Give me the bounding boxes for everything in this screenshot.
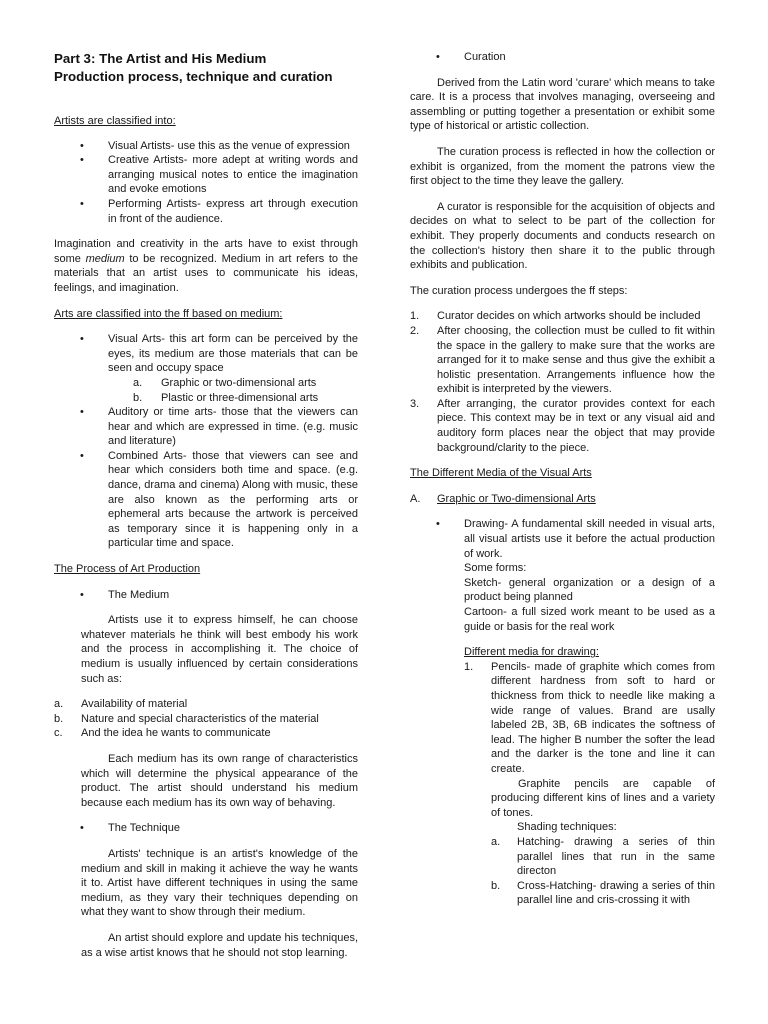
medium-bullet: • The Medium <box>80 588 170 601</box>
document-title <box>54 50 358 86</box>
list-item: • Performing Artists- express art through execution in front of the audience. <box>80 197 358 225</box>
bullet-icon: • <box>80 197 84 210</box>
technique-bullet: • The Technique <box>80 822 180 835</box>
list-item: • Visual Artists- use this as the venue of expression <box>80 139 350 152</box>
graphic-arts-heading: A. Graphic or Two-dimensional Arts <box>410 492 596 505</box>
bullet-icon: • <box>436 518 440 531</box>
bullet-icon: • <box>80 822 84 835</box>
curation-paragraph-3: A curator is responsible for the acquisition of objects and decides on what to select to be part of the collection for exhibit. They properly documents and conducts research on the collection's history then share it to the public through exhibits and publication. <box>410 200 715 272</box>
list-item: a. Availability of material <box>54 698 188 711</box>
curation-paragraph-1: Derived from the Latin word 'curare' which means to take care. It is a process that involves managing, overseeing and assembling or putting together a presentation or exhibit some type of historical or artistic collection. <box>410 76 715 133</box>
bullet-icon: • <box>80 139 84 152</box>
list-item: • Creative Artists- more adept at writing words and arranging musical notes to entice the imagination and evoke emotions <box>80 154 358 196</box>
drawing-section <box>410 517 715 634</box>
list-item: b. Nature and special characteristics of the material <box>54 712 319 725</box>
title-line-2: Production process, technique and curation <box>54 69 333 84</box>
medium-paragraph: Artists use it to express himself, he can choose whatever materials he think will best embody his work and the process in accomplishing it. The choice of medium is usually influenced by certain considerations such as: <box>81 614 358 685</box>
right-column <box>410 50 715 908</box>
cartoon-definition: Cartoon- a full sized work meant to be used as a guide or basis for the real work <box>464 606 715 633</box>
list-item: b. Plastic or three-dimensional arts <box>133 391 319 404</box>
list-item: c. And the idea he wants to communicate <box>54 727 271 740</box>
bullet-icon: • <box>80 154 84 167</box>
bullet-icon: • <box>80 588 84 601</box>
drawing-paragraph: • Drawing- A fundamental skill needed in visual arts, all visual artists use it before the actual production of work. <box>436 518 715 560</box>
shading-label: Shading techniques: <box>517 821 617 834</box>
left-column <box>54 50 358 960</box>
list-item: 2. After choosing, the collection must be culled to fit within the space in the gallery to make sure that the works are arranged for it to make sense and thus give the exhibit a holistic presentation. Arrangements influence how the exhibit is interpreted by the viewers. <box>410 324 715 396</box>
list-item: • Auditory or time arts- those that the viewers can hear and which are expressed in time. (e.g. music and literature) <box>80 406 358 448</box>
sketch-definition: Sketch- general organization or a design of a product being planned <box>464 576 715 604</box>
curation-paragraph-2: The curation process is reflected in how the collection or exhibit is organized, from the moment the patrons view the first object to the time they leave the gallery. <box>410 145 715 188</box>
technique-paragraph: Artists' technique is an artist's knowledge of the medium and skill in making it achieve the way he wants it to. Artist have different techniques in using the same medium, as they vary their techniques depending on what they want to show through their medium. <box>81 847 358 919</box>
drawing-media-heading: Different media for drawing: <box>464 646 599 659</box>
bullet-icon: • <box>436 51 440 63</box>
list-item: a. Graphic or two-dimensional arts <box>133 376 317 389</box>
title-line-1: Part 3: The Artist and His Medium <box>54 51 267 66</box>
arts-medium-heading: Arts are classified into the ff based on medium: <box>54 307 283 320</box>
list-item: 3. After arranging, the curator provides context for each piece. This context may be in text or any visual aid and auditory form places near the object that may provide background/clarity to the piece. <box>410 397 715 454</box>
list-item: • Combined Arts- those that viewers can see and hear which considers both time and space. (e.g. dance, drama and cinema) Along with music, these are also known as the performing arts or ephemeral arts because the artwork is perceived as temporary since it is happening only in a particular time and space. <box>80 449 358 550</box>
curation-bullet: • Curation <box>436 51 506 63</box>
pencils-item: 1. Pencils- made of graphite which comes from different hardness from soft to hard or thickness from thick to needle like making a wide range of values. Brand are usally labeled 2B, 3B, 6B indicates the softness of lead. The higher B number the softer the lead and the darker is the tone and line it can create. <box>464 660 715 775</box>
curation-steps-list <box>410 309 715 455</box>
list-item: a. Hatching- drawing a series of thin parallel lines that run in the same directon <box>491 835 715 878</box>
artist-types-list <box>54 139 358 227</box>
artists-classified-heading: Artists are classified into: <box>54 115 176 127</box>
list-item: 1. Curator decides on which artworks should be included <box>410 310 701 323</box>
arts-medium-list <box>54 332 358 551</box>
visual-media-heading: The Different Media of the Visual Arts <box>410 467 592 480</box>
list-item: b. Cross-Hatching- drawing a series of thin parallel line and cris-crossing it with <box>491 879 715 907</box>
some-forms-label: Some forms: <box>464 562 527 575</box>
graphite-paragraph: Graphite pencils are capable of producing different kins of lines and a variety of tones. <box>491 777 715 819</box>
list-item: • Visual Arts- this art form can be perceived by the eyes, its medium are those materials that can be seen and occupy space <box>80 333 358 375</box>
considerations-list <box>54 697 358 741</box>
bullet-icon: • <box>80 406 84 419</box>
technique-paragraph-2: An artist should explore and update his techniques, as a wise artist knows that he should not stop learning. <box>81 931 358 959</box>
bullet-icon: • <box>80 449 84 462</box>
imagination-paragraph: Imagination and creativity in the arts have to exist through some medium to be recognized. Medium in art refers to the materials that an artist uses to communicate his ideas, feelings, and imagination. <box>54 238 358 294</box>
process-heading: The Process of Art Production <box>54 563 201 576</box>
bullet-icon: • <box>80 333 84 346</box>
steps-intro: The curation process undergoes the ff steps: <box>410 284 628 297</box>
medium-paragraph-2: Each medium has its own range of characteristics which will determine the physical appearance of the product. The artist should understand his medium because each medium has its own way of behaving. <box>81 752 358 809</box>
